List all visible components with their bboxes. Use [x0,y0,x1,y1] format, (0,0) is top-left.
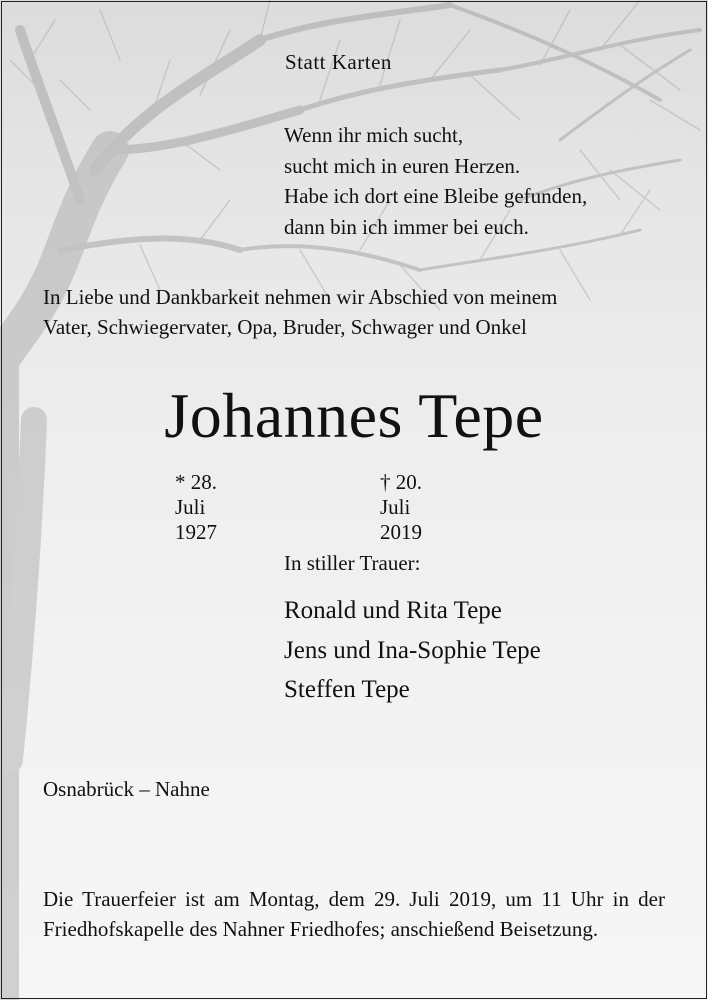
birth-date: * 28. Juli 1927 [175,470,217,544]
poem [284,120,587,242]
mourning-label: In stiller Trauer: [284,551,421,575]
header-text: Statt Karten [285,50,392,74]
poem-line: dann bin ich immer bei euch. [284,214,529,239]
poem-line: Habe ich dort eine Bleibe gefunden, [284,184,588,208]
poem-line: Wenn ihr mich sucht, [284,123,464,147]
poem-line: sucht mich in euren Herzen. [284,153,521,178]
intro-line: Vater, Schwiegervater, Opa, Bruder, Schwager und Onkel [43,315,527,339]
location: Osnabrück – Nahne [43,777,210,801]
mourner: Steffen Tepe [284,676,410,703]
mourners-list [284,591,541,710]
intro-text [43,282,557,342]
death-date: † 20. Juli 2019 [380,470,422,544]
intro-line: In Liebe und Dankbarkeit nehmen wir Abschied von meinem [43,285,558,309]
deceased-name: Johannes Tepe [164,380,544,451]
mourner: Ronald und Rita Tepe [284,597,502,624]
funeral-details: Die Trauerfeier ist am Montag, dem 29. Juli 2019, um 11 Uhr in der Friedhofskapelle des Nahner Friedhofes; anschießend Beisetzung. [43,887,665,941]
mourner: Jens und Ina-Sophie Tepe [284,636,541,664]
